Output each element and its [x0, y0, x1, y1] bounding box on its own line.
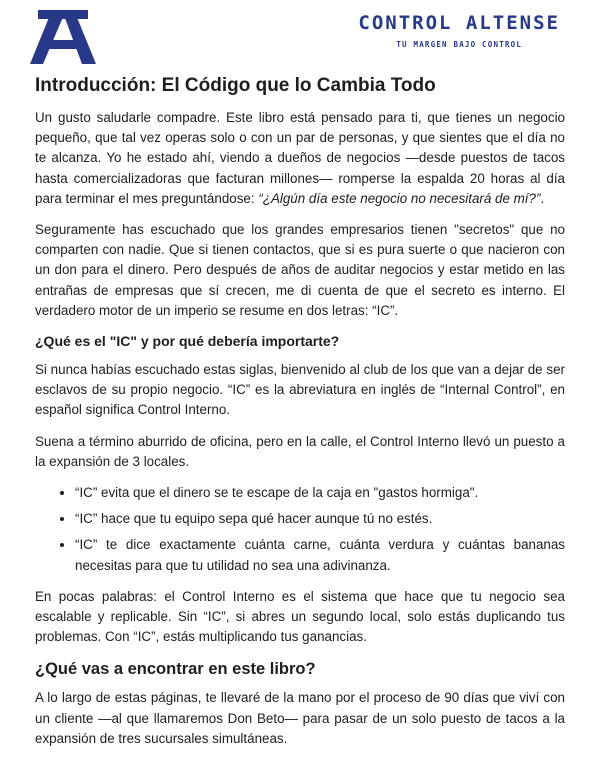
paragraph-summary: En pocas palabras: el Control Interno es el sistema que hace que tu negocio sea escalable y replicable. Sin “IC”, si abres un segundo local, solo estás duplicando tus problemas. Con “IC”, estás multiplicando tus ganancias. — [35, 588, 565, 645]
paragraph-book-journey: A lo largo de estas páginas, te llevaré de la mano por el proceso de 90 días que viví con un cliente —al que llamaremos Don Beto— para pasar de un solo puesto de tacos a la expansión de tres sucursales simultáneas. — [35, 690, 565, 746]
intro-text: Un gusto saludarle compadre. Este libro está pensado para ti, que tienes un negocio pequeño, que tal vez operas solo o con un par de personas, y que sientes que el día no te alcanza. Yo he estado ahí, viendo a dueños de negocios —desde puestos de tacos hasta comercializadoras que facturan millones— romperse la espalda 20 horas al día para terminar el mes preguntándose: — [35, 110, 565, 206]
page-header — [0, 0, 600, 72]
list-item: • “IC” te dice exactamente cuánta carne, cuánta verdura y cuántas bananas necesitas para que tu utilidad no sea una adivinanza. — [75, 535, 565, 575]
brand-name: CONTROL ALTENSE — [358, 12, 560, 34]
list-item: • “IC” hace que tu equipo sepa qué hacer aunque tú no estés. — [75, 509, 565, 529]
brand-tagline: TU MARGEN BAJO CONTROL — [396, 40, 523, 49]
heading-what-is-ic: ¿Qué es el "IC" y por qué debería importarte? — [35, 333, 340, 350]
brand-block — [358, 12, 560, 49]
heading-book-contents: ¿Qué vas a encontrar en este libro? — [35, 660, 316, 679]
document-title: Introducción: El Código que lo Cambia Todo — [35, 75, 436, 96]
intro-quote: “¿Algún día este negocio no necesitará de mí?” — [258, 190, 541, 206]
paragraph-ic-street: Suena a término aburrido de oficina, pero en la calle, el Control Interno llevó un puesto a la expansión de 3 locales. — [35, 433, 565, 469]
paragraph-secrets: Seguramente has escuchado que los grandes empresarios tienen "secretos" que no comparten con nadie. Que si tienen contactos, que si es pura suerte o que nacieron con un don para el dinero. Pero después de años de auditar negocios y estar metido en las entrañas de empresas que sí crecen, me di cuenta de que el secreto es interno. El verdadero motor de un imperio se resume en dos letras: “IC”. — [35, 222, 565, 318]
paragraph-ic-definition: Si nunca habías escuchado estas siglas, bienvenido al club de los que van a dejar de ser esclavos de su propio negocio. “IC” es la abreviatura en inglés de “Internal Control”, en español significa Control Interno. — [35, 362, 565, 418]
document-body — [35, 74, 565, 760]
list-item: • “IC” evita que el dinero se te escape de la caja en "gastos hormiga". — [75, 483, 565, 503]
intro-end: . — [540, 190, 545, 206]
ic-benefits-list — [35, 483, 565, 576]
control-altense-logo-icon — [28, 6, 98, 66]
intro-paragraph — [35, 108, 565, 209]
